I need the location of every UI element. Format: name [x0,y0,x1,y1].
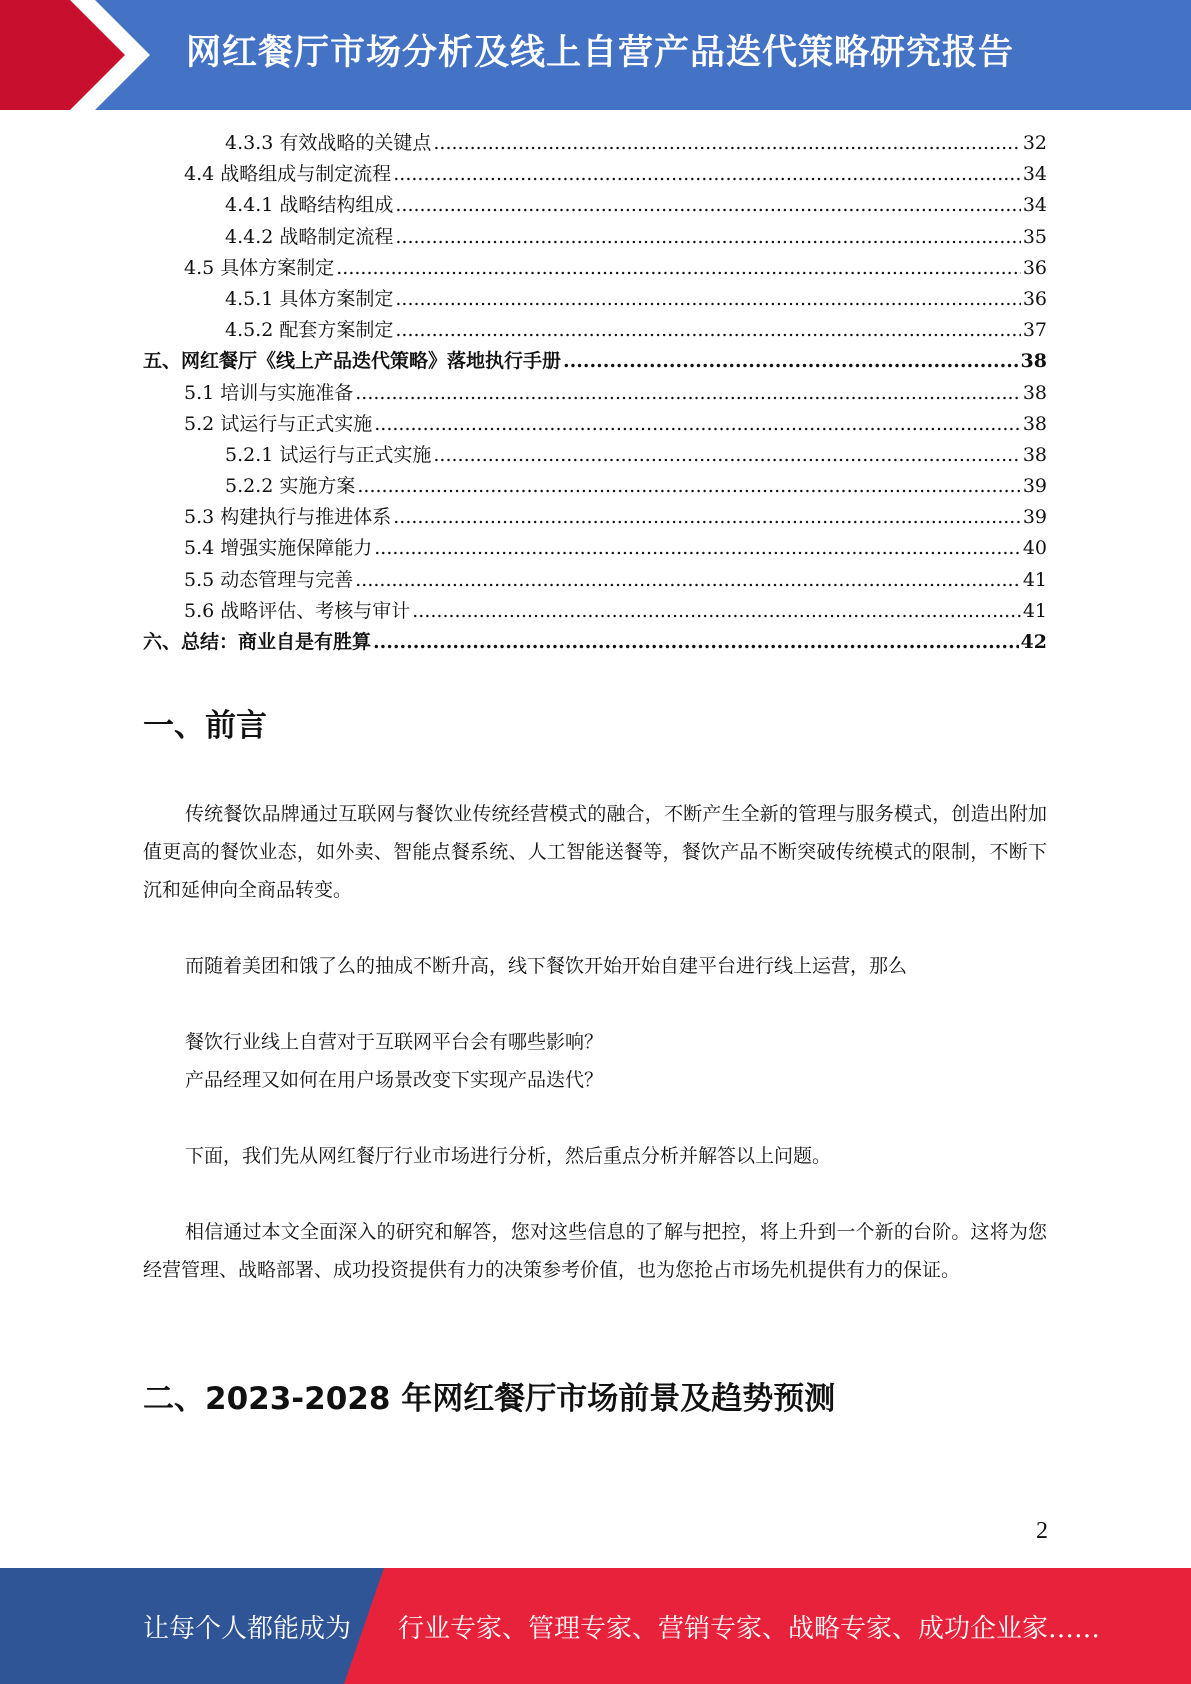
toc-entry-page: 36 [1022,287,1047,310]
toc-entry[interactable] [143,222,1047,253]
toc-entry[interactable] [143,471,1047,502]
toc-entry-page: 40 [1022,537,1047,560]
preface-paragraph-4: 相信通过本文全面深入的研究和解答，您对这些信息的了解与把控，将上升到一个新的台阶。这将为您经营管理、战略部署、成功投资提供有力的决策参考价值，也为您抢占市场先机提供有力的保证。 [143,1221,1047,1281]
toc-entry[interactable] [143,596,1047,627]
toc-entry[interactable] [143,346,1047,377]
toc-dot-leader [433,440,1020,471]
toc-dot-leader [355,378,1021,409]
toc-entry[interactable] [143,190,1047,221]
toc-entry-page: 38 [1022,443,1047,466]
toc-entry[interactable] [143,440,1047,471]
footer-slogan-left: 让每个人都能成为 [143,1614,352,1644]
toc-entry-page: 38 [1020,350,1047,373]
toc-entry-page: 38 [1022,381,1047,404]
toc-entry-title: 4.4.1 战略结构组成 [225,194,394,217]
toc-entry-page: 35 [1022,225,1047,248]
toc-entry-page: 34 [1022,194,1047,217]
preface-paragraph-1: 传统餐饮品牌通过互联网与餐饮业传统经营模式的融合，不断产生全新的管理与服务模式，创造出附加值更高的餐饮业态，如外卖、智能点餐系统、人工智能送餐等，餐饮产品不断突破传统模式的限制，不断下沉和延伸向全商品转变。 [143,803,1047,901]
toc-entry[interactable] [143,533,1047,564]
toc-entry-title: 5.3 构建执行与推进体系 [184,506,392,529]
section-heading-preface: 一、前言 [143,708,267,744]
toc-dot-leader [412,596,1021,627]
toc-entry[interactable] [143,502,1047,533]
toc-entry[interactable] [143,378,1047,409]
toc-entry-title: 4.5 具体方案制定 [184,256,335,279]
toc-dot-leader [357,471,1020,502]
toc-dot-leader [395,284,1020,315]
toc-entry-page: 41 [1022,599,1047,622]
section-heading-forecast: 二、2023-2028 年网红餐厅市场前景及趋势预测 [143,1381,836,1417]
toc-entry-title: 4.4 战略组成与制定流程 [184,163,392,186]
toc-dot-leader [433,128,1020,159]
toc-entry-title: 五、网红餐厅《线上产品迭代策略》落地执行手册 [143,350,562,373]
page-footer [0,1568,1191,1684]
page-number: 2 [1036,1518,1048,1544]
toc-dot-leader [563,346,1019,377]
toc-entry[interactable] [143,565,1047,596]
toc-dot-leader [395,222,1020,253]
toc-entry-page: 39 [1022,475,1047,498]
preface-paragraph-2: 而随着美团和饿了么的抽成不断升高，线下餐饮开始开始自建平台进行线上运营，那么 [185,955,908,977]
toc-entry[interactable] [143,159,1047,190]
toc-dot-leader [336,253,1021,284]
toc-entry-title: 5.2 试运行与正式实施 [184,412,373,435]
toc-entry-page: 32 [1022,132,1047,154]
preface-paragraph-3: 下面，我们先从网红餐厅行业市场进行分析，然后重点分析并解答以上问题。 [185,1145,832,1167]
toc-entry-title: 4.5.1 具体方案制定 [225,287,394,310]
toc-entry-title: 5.2.1 试运行与正式实施 [225,443,432,466]
toc-entry-title: 5.1 培训与实施准备 [184,381,354,404]
toc-entry-page: 37 [1022,319,1047,342]
toc-entry[interactable] [143,627,1047,658]
toc-entry-title: 5.5 动态管理与完善 [184,568,354,591]
preface-question-1: 餐饮行业线上自营对于互联网平台会有哪些影响？ [185,1031,604,1053]
toc-entry-page: 34 [1022,163,1047,186]
toc-entry[interactable] [143,409,1047,440]
toc-entry-page: 38 [1022,412,1047,435]
table-of-contents [143,128,1047,658]
page-header [0,0,1191,110]
toc-dot-leader [393,159,1021,190]
toc-entry-page: 41 [1022,568,1047,591]
preface-question-2: 产品经理又如何在用户场景改变下实现产品迭代？ [185,1069,604,1091]
toc-entry-title: 5.6 战略评估、考核与审计 [184,599,411,622]
toc-dot-leader [393,502,1021,533]
toc-entry[interactable] [143,284,1047,315]
toc-entry-title: 5.4 增强实施保障能力 [184,537,373,560]
toc-entry-title: 4.4.2 战略制定流程 [225,225,394,248]
toc-entry-title: 六、总结：商业自是有胜算 [143,631,372,653]
toc-entry-page: 42 [1020,631,1047,653]
toc-entry-title: 4.3.3 有效战略的关键点 [225,132,432,154]
toc-dot-leader [374,409,1021,440]
toc-entry[interactable] [143,128,1047,159]
toc-dot-leader [373,627,1019,658]
toc-entry-page: 36 [1022,256,1047,279]
toc-dot-leader [395,190,1020,221]
toc-entry-title: 5.2.2 实施方案 [225,475,356,498]
toc-dot-leader [395,315,1020,346]
toc-entry-page: 39 [1022,506,1047,529]
toc-dot-leader [374,533,1021,564]
toc-dot-leader [355,565,1021,596]
toc-entry[interactable] [143,253,1047,284]
toc-entry[interactable] [143,315,1047,346]
footer-slogan-right: 行业专家、管理专家、营销专家、战略专家、成功企业家…… [398,1614,1101,1644]
report-title: 网红餐厅市场分析及线上自营产品迭代策略研究报告 [186,33,1015,73]
toc-entry-title: 4.5.2 配套方案制定 [225,319,394,342]
